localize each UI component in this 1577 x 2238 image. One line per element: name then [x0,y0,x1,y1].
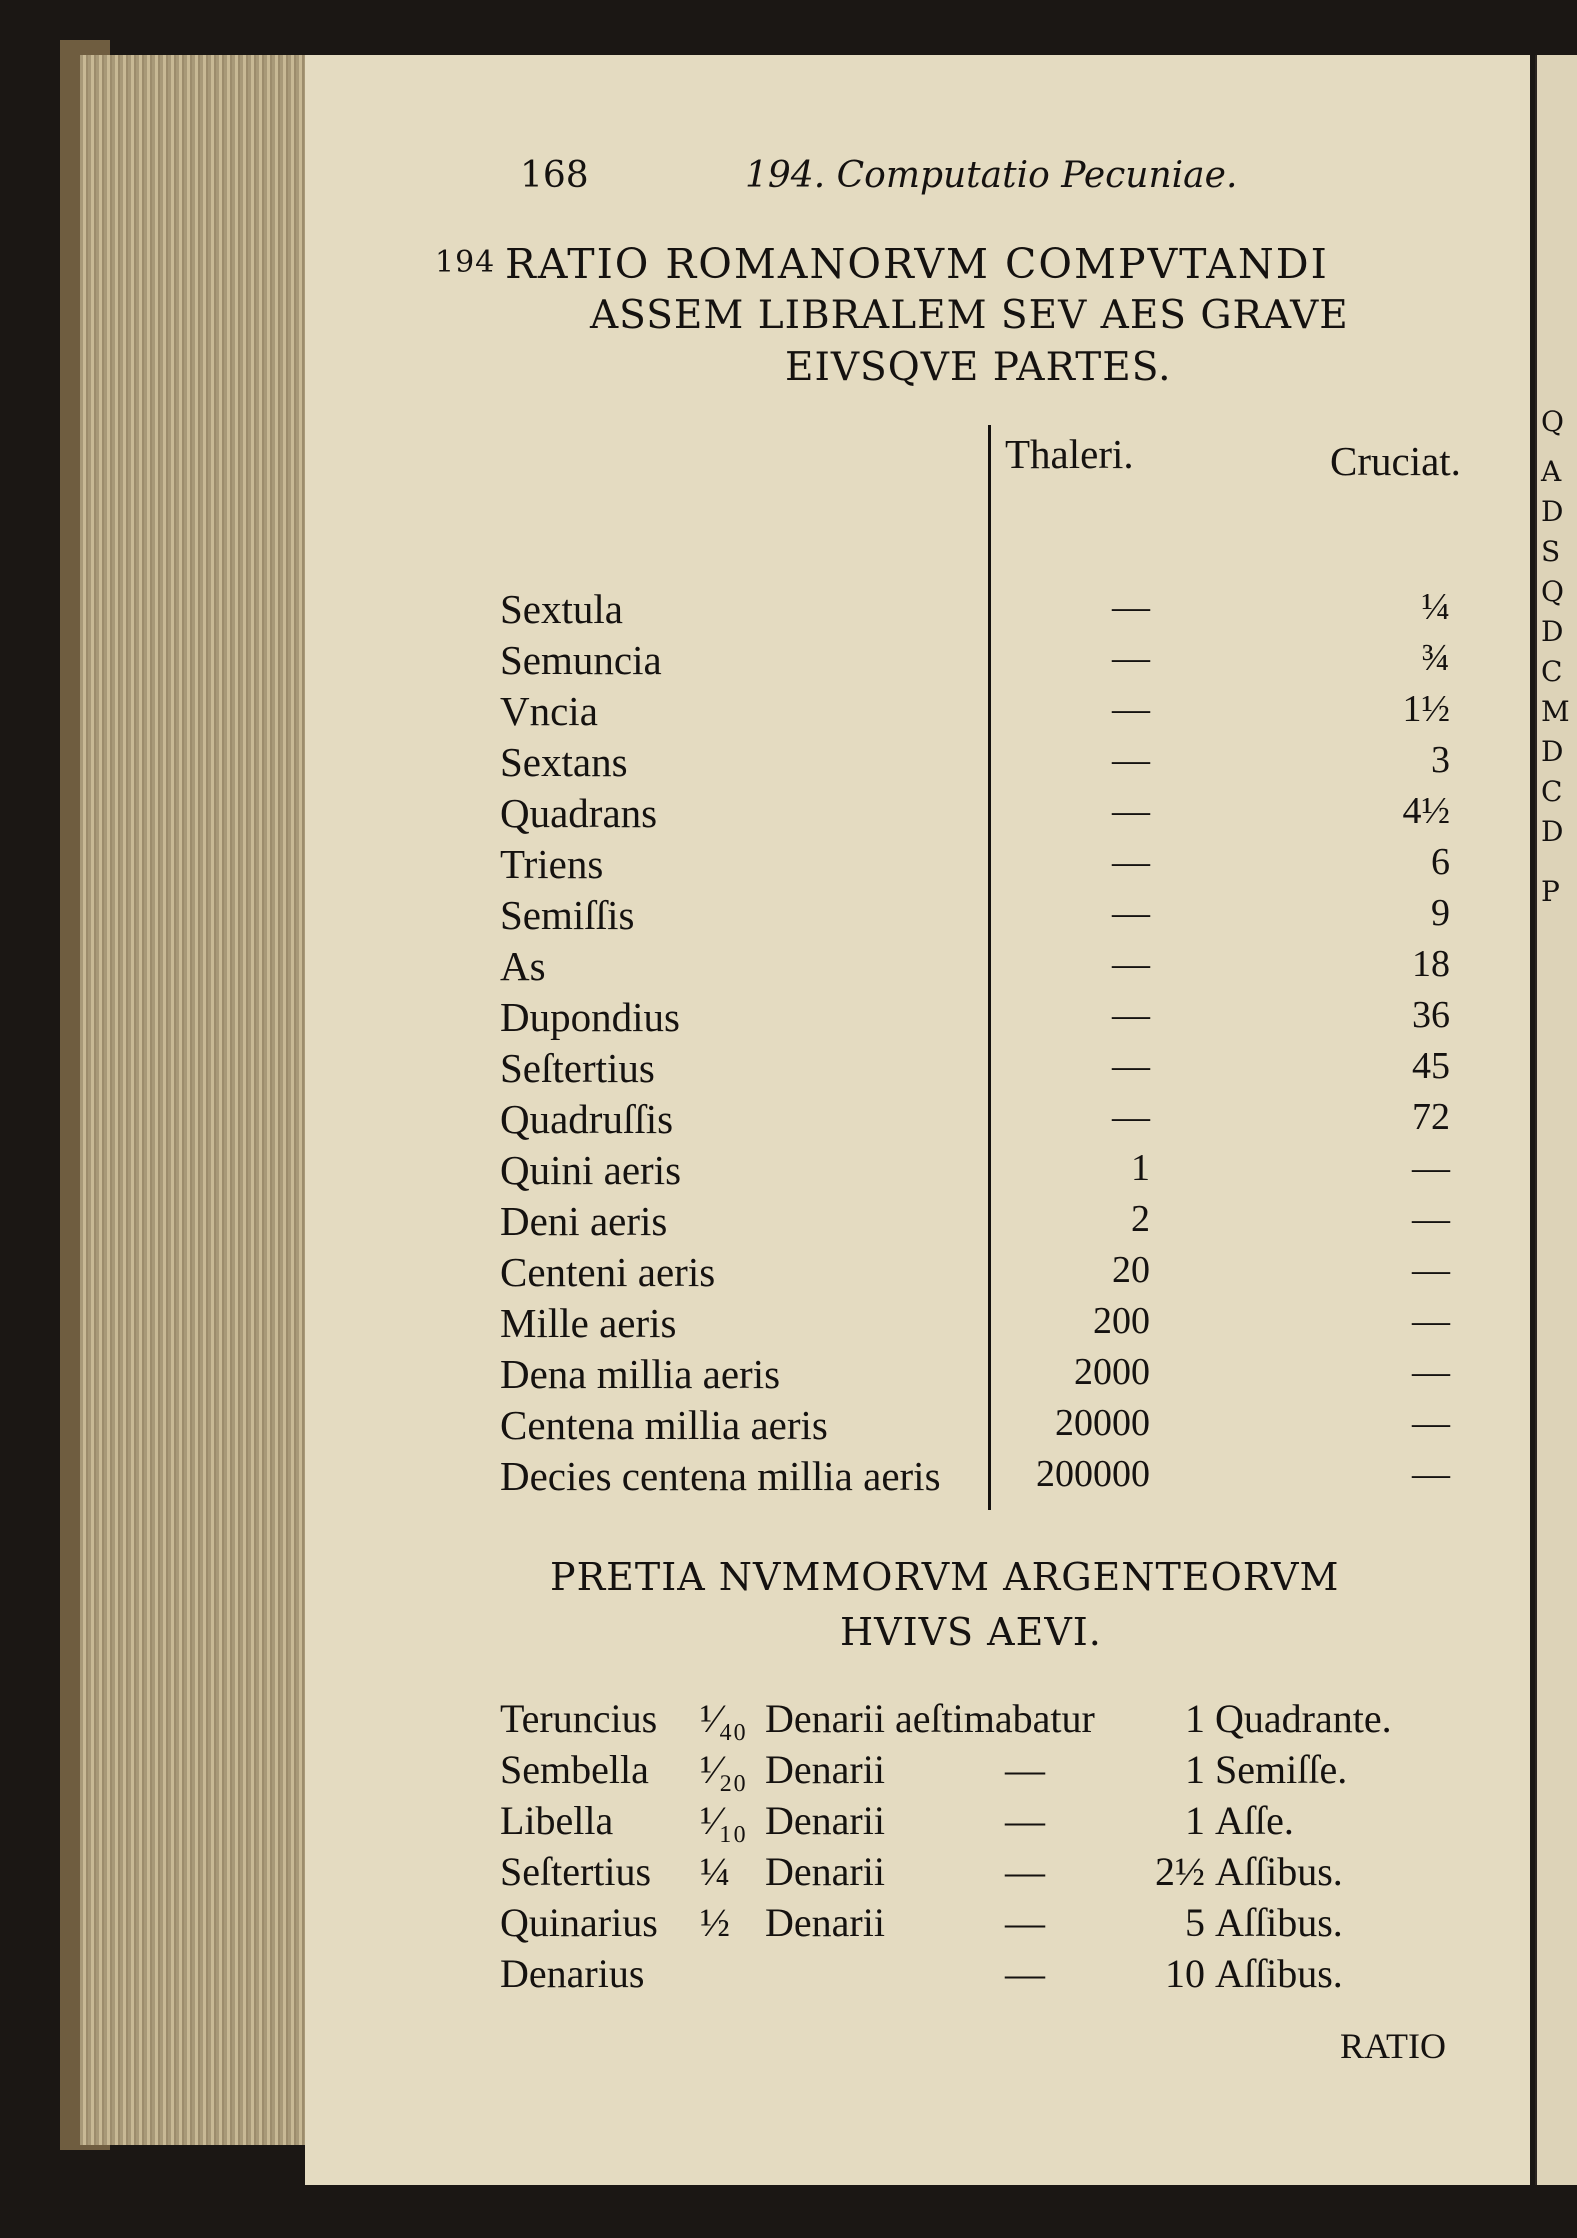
table2-row-fraction: ¼ [700,1849,730,1894]
table1-row-thaleri: — [1112,637,1150,679]
table1-title-line2: ASSEM LIBRALEM SEV AES GRAVE [590,293,1349,338]
col-header-cruciat: Cruciat. [1330,438,1461,484]
table1-row-name: Semiſſis [500,892,635,938]
table2-row-fraction: ¹⁄₄₀ [700,1696,747,1741]
table1-row-cruciat: — [1412,1402,1450,1444]
table1-row-thaleri: — [1112,892,1150,934]
table2-row-fraction: ¹⁄₁₀ [700,1798,747,1843]
table2-row-value: Aſſibus. [1215,1900,1343,1945]
table2-row-count: 1 [1185,1747,1205,1792]
table1-title-line1: RATIO ROMANORVM COMPVTANDI [505,240,1329,288]
table1-row-cruciat: 3 [1431,739,1450,781]
page-edges [80,55,320,2145]
table1-row-cruciat: 36 [1412,994,1450,1036]
table1-row-cruciat: 6 [1431,841,1450,883]
table1-row-thaleri: — [1112,739,1150,781]
table1-row-thaleri: 200000 [1036,1453,1150,1495]
table2-row-fraction: ½ [700,1900,730,1945]
table1-row-cruciat: 1½ [1402,688,1450,730]
table1-row-cruciat: 4½ [1402,790,1450,832]
facing-page-letter: M [1541,695,1570,728]
table1-row-thaleri: 20000 [1055,1402,1150,1444]
facing-page-letter: D [1541,615,1564,648]
table2-row-value: Aſſibus. [1215,1951,1343,1996]
facing-page-letter: C [1541,775,1563,808]
table1-row-thaleri: — [1112,688,1150,730]
table1-row-name: Seſtertius [500,1045,655,1091]
section-number: 194 [435,245,496,280]
page-number: 168 [520,155,589,196]
table1-row-name: Sextans [500,739,628,785]
table1-row-thaleri: — [1112,943,1150,985]
table2-row-unit: Denarii [765,1900,885,1945]
table2-row-name: Quinarius [500,1900,658,1945]
table1-row-thaleri: — [1112,586,1150,628]
col-header-thaleri: Thaleri. [1005,431,1134,477]
table1-row-thaleri: 200 [1093,1300,1150,1342]
table1-row-name: Sextula [500,586,623,632]
facing-page-letter: P [1541,875,1560,908]
facing-page-letter: D [1541,495,1564,528]
table1-row-name: Centeni aeris [500,1249,716,1295]
table1-row-thaleri: — [1112,790,1150,832]
table2-row-unit: Denarii aeſtimabatur [765,1696,1095,1741]
table1-row-name: Mille aeris [500,1300,677,1346]
table1-row-thaleri: 1 [1131,1147,1150,1189]
table1-row-name: Triens [500,841,604,887]
table1-row-cruciat: 45 [1412,1045,1450,1087]
table2-row-dash: — [1005,1849,1045,1894]
table2-title-line2: HVIVS AEVI. [840,1610,1102,1654]
table2-row-name: Denarius [500,1951,645,1996]
table2-row-name: Teruncius [500,1696,658,1741]
facing-page-letter: S [1541,535,1561,568]
facing-page-letter: Q [1541,405,1564,438]
table1-row-thaleri: 2000 [1074,1351,1150,1393]
table2-row-name: Libella [500,1798,614,1843]
table1-row-thaleri: — [1112,994,1150,1036]
table1-row-cruciat: 9 [1431,892,1450,934]
table1-row-cruciat: — [1412,1351,1450,1393]
table1-row-name: Dupondius [500,994,680,1040]
table2-row-name: Seſtertius [500,1849,652,1894]
table2-row-name: Sembella [500,1747,649,1792]
table2-row-unit: Denarii [765,1849,885,1894]
table1-row-cruciat: ¾ [1421,637,1450,679]
catchword: RATIO [1340,2026,1446,2066]
table1-row-cruciat: ¼ [1421,586,1450,628]
table2-row-count: 1 [1185,1696,1205,1741]
table1-row-cruciat: — [1412,1198,1450,1240]
table2-row-value: Semiſſe. [1215,1747,1348,1792]
table1-row-name: Decies centena millia aeris [500,1453,941,1499]
table2-row-value: Quadrante. [1215,1696,1392,1741]
table1-row-thaleri: 2 [1131,1198,1150,1240]
table2-row-value: Aſſibus. [1215,1849,1343,1894]
table1-title-line3: EIVSQVE PARTES. [785,345,1172,390]
table2-row-dash: — [1005,1900,1045,1945]
table2-row-value: Aſſe. [1215,1798,1294,1843]
table2-row-count: 1 [1185,1798,1205,1843]
facing-page-letter: D [1541,815,1564,848]
table1-row-name: Semuncia [500,637,662,683]
table1-row-cruciat: 18 [1412,943,1450,985]
table1-row-thaleri: — [1112,841,1150,883]
table2-row-count: 10 [1165,1951,1205,1996]
table2-row-dash: — [1005,1951,1045,1996]
table1-row-name: As [500,943,546,989]
table1-row-cruciat: — [1412,1249,1450,1291]
table1-row-cruciat: 72 [1412,1096,1450,1138]
running-title: 194. Computatio Pecuniae. [745,155,1238,196]
table1-row-thaleri: — [1112,1045,1150,1087]
table2-row-dash: — [1005,1798,1045,1843]
table2-row-count: 2½ [1155,1849,1205,1894]
table1-row-cruciat: — [1412,1300,1450,1342]
table1-row-name: Deni aeris [500,1198,668,1244]
table1-row-thaleri: — [1112,1096,1150,1138]
table2-row-unit: Denarii [765,1747,885,1792]
table2-row-count: 5 [1185,1900,1205,1945]
table1-row-name: Vncia [500,688,598,734]
table2-row-dash: — [1005,1747,1045,1792]
table2-title-line1: PRETIA NVMMORVM ARGENTEORVM [550,1555,1340,1599]
table1-divider [988,425,991,1510]
facing-page-letter: D [1541,735,1564,768]
table2-row-unit: Denarii [765,1798,885,1843]
book-page [305,55,1530,2185]
table1-row-name: Quadrans [500,790,658,836]
table1-row-cruciat: — [1412,1147,1450,1189]
table1-row-name: Dena millia aeris [500,1351,781,1397]
table1-row-name: Centena millia aeris [500,1402,828,1448]
facing-page-edge [1535,55,1577,2185]
table2-row-fraction: ¹⁄₂₀ [700,1747,747,1792]
facing-page-letter: C [1541,655,1563,688]
facing-page-letter: Q [1541,575,1564,608]
table1-row-name: Quadruſſis [500,1096,674,1142]
table1-row-name: Quini aeris [500,1147,682,1193]
table1-row-cruciat: — [1412,1453,1450,1495]
table1-row-thaleri: 20 [1112,1249,1150,1291]
facing-page-letter: A [1541,455,1562,488]
